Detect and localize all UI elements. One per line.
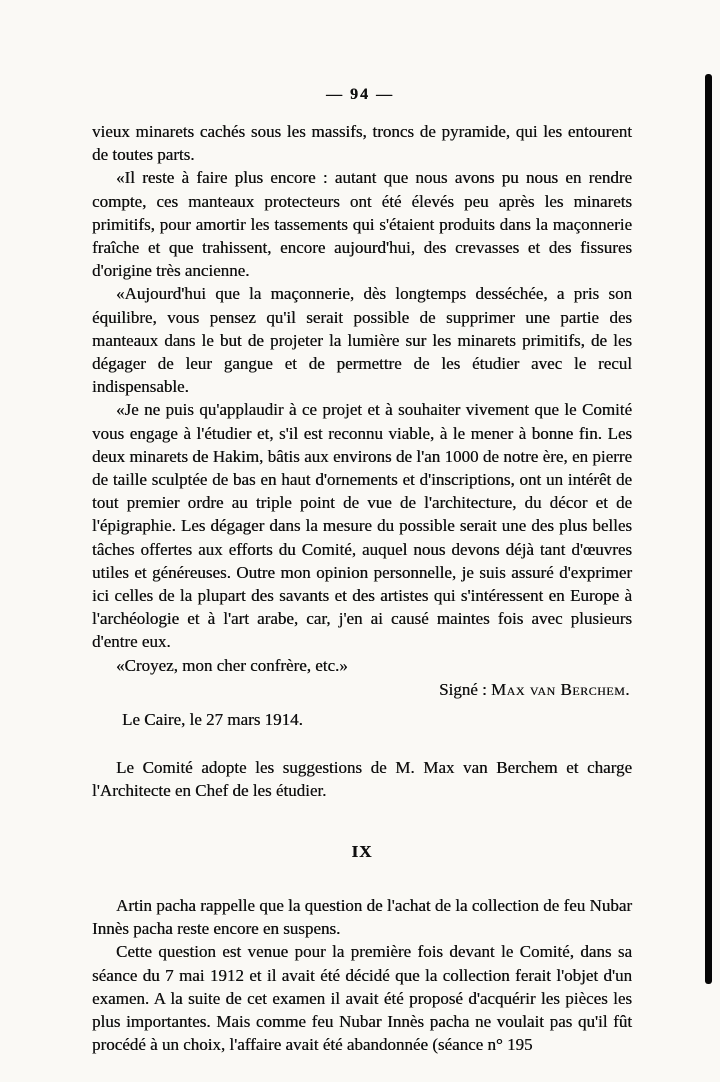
paragraph-quote-closing: «Croyez, mon cher confrère, etc.» <box>116 655 348 675</box>
signature-name: Max van Berchem. <box>491 679 630 699</box>
signature-prefix: Signé : <box>439 679 491 699</box>
paragraph-section-2: Cette question est venue pour la première fois devant le Comité, dans sa séance du 7 mai 1912 et il avait été décidé que la collection ferait l'objet d'un examen. A la suite de cet examen il avait été proposé d'acquérir les pièces les plus importantes. Mais comme feu Nubar Innès pacha ne voulait pas qu'il fût procédé à un choix, l'affaire avait été abandonnée (séance n° 195 <box>92 942 632 1055</box>
paragraph-section-1: Artin pacha rappelle que la question de l'achat de la collection de feu Nubar Innès pacha reste encore en suspens. <box>92 895 632 939</box>
paragraph-committee-decision: Le Comité adopte les suggestions de M. Max van Berchem et charge l'Architecte en Chef de les étudier. <box>92 758 632 801</box>
paragraph-continuation: vieux minarets cachés sous les massifs, troncs de pyramide, qui les entourent de toutes parts. <box>92 122 632 165</box>
section-heading: IX <box>351 841 373 861</box>
scan-edge-artifact <box>705 74 712 984</box>
paragraph-quote-2: «Aujourd'hui que la maçonnerie, dès longtemps desséchée, a pris son équilibre, vous pensez qu'il serait possible de supprimer une partie des manteaux dans le but de projeter la lumière sur les minarets primitifs, de les dégager de leur gangue et de permettre de les étudier avec le recul indispensable. <box>92 284 632 397</box>
page-body <box>92 120 632 1056</box>
page-number: — 94 — <box>326 86 394 103</box>
signature-line <box>92 678 632 701</box>
dateline: Le Caire, le 27 mars 1914. <box>122 710 303 730</box>
paragraph-quote-1: «Il reste à faire plus encore : autant que nous avons pu nous en rendre compte, ces manteaux protecteurs ont été élevés peu après les minarets primitifs, pour amortir les tassements qui s'étaient produits dans la maçonnerie fraîche et que trahissent, encore aujourd'hui, des crevasses et des fissures d'origine très ancienne. <box>92 168 632 281</box>
paragraph-quote-3: «Je ne puis qu'applaudir à ce projet et à souhaiter vivement que le Comité vous engage à l'étudier et, s'il est reconnu viable, à le mener à bonne fin. Les deux minarets de Hakim, bâtis aux environs de l'an 1000 de notre ère, en pierre de taille sculptée de bas en haut d'ornements et d'inscriptions, ont un intérêt de tout premier ordre au triple point de vue de l'architecture, du décor et de l'épigraphie. Les dégager dans la mesure du possible serait une des plus belles tâches offertes aux efforts du Comité, auquel nous devons déjà tant d'œuvres utiles et généreuses. Outre mon opinion personnelle, je suis assuré d'exprimer ici celles de la plupart des savants et des artistes qui s'intéressent en Europe à l'archéologie et à l'art arabe, car, j'en ai causé maintes fois avec plusieurs d'entre eux. <box>92 400 632 652</box>
